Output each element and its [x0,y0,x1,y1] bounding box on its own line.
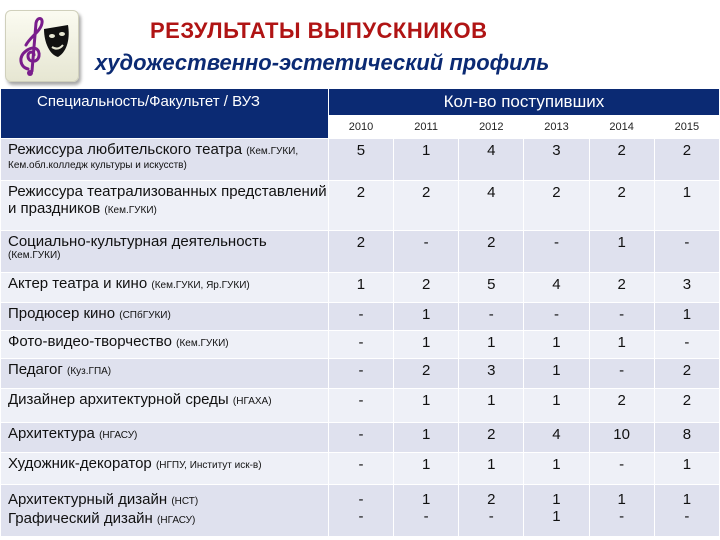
value-cell: 1 [459,331,524,359]
institution-label: (НГАХА) [232,396,272,407]
institution-label: (Куз.ГПА) [67,366,112,377]
institution-label: (Кем.ГУКИ) [176,338,229,349]
value-cell [589,485,654,537]
year-header: 2014 [589,116,654,139]
specialty-cell [1,231,329,273]
value-cell: 2 [394,181,459,231]
year-header: 2015 [654,116,719,139]
specialty-cell [1,389,329,423]
value-cell: 1 [394,423,459,453]
value-cell: 5 [328,139,393,181]
results-table [0,88,720,537]
slide-header [0,0,720,88]
table-row [1,303,720,331]
value-cell: 4 [459,181,524,231]
value-cell: 2 [394,273,459,303]
institution-label: (НГПУ, Институт иск-в) [155,460,262,471]
value-line: - [684,508,690,525]
value-cell: 1 [589,231,654,273]
specialty-name: Архитектура [8,425,95,442]
value-cell [328,485,393,537]
specialty-cell [1,359,329,389]
year-header: 2010 [328,116,393,139]
value-cell: 1 [524,453,589,485]
value-line: - [619,508,625,525]
value-line: - [423,508,429,525]
value-line: - [488,508,494,525]
specialty-cell [1,331,329,359]
logo [5,10,79,82]
value-line: 1 [421,491,431,508]
value-cell: 1 [589,331,654,359]
value-cell: 2 [524,181,589,231]
specialty-cell [1,139,329,181]
value-cell [394,485,459,537]
specialty-cell [1,423,329,453]
value-line: 1 [552,508,561,525]
value-cell: 2 [328,181,393,231]
institution-label: (Кем.ГУКИ) [104,205,157,216]
value-cell: 1 [328,273,393,303]
value-cell: 10 [589,423,654,453]
value-cell: 1 [394,331,459,359]
value-cell: 3 [459,359,524,389]
institution-label: (НСТ) [171,496,199,507]
value-line: - [358,508,364,525]
value-cell: 1 [524,331,589,359]
value-cell: - [524,231,589,273]
value-cell: 3 [524,139,589,181]
value-cell: 3 [654,273,719,303]
value-cell: 1 [524,389,589,423]
table-row [1,331,720,359]
institution-extra: Кем.обл.колледж культуры и искусств) [8,160,187,171]
table-row [1,231,720,273]
specialty-name: Художник-декоратор [8,455,152,472]
value-cell: 1 [654,303,719,331]
table-row [1,453,720,485]
value-cell: - [589,453,654,485]
value-cell: - [328,423,393,453]
value-cell: - [589,303,654,331]
specialty-name: Архитектурный дизайн [8,491,168,508]
specialty-cell [1,303,329,331]
value-cell: - [328,389,393,423]
value-cell [654,485,719,537]
value-cell: 2 [589,273,654,303]
value-cell: 2 [654,139,719,181]
page-title: РЕЗУЛЬТАТЫ ВЫПУСКНИКОВ [150,18,488,43]
value-cell: 2 [459,231,524,273]
specialty-cell [1,453,329,485]
specialty-name: Режиссура театрализованных представлений и праздников [8,183,327,217]
page-subtitle: художественно-эстетический профиль [95,50,550,75]
value-cell: 1 [654,453,719,485]
value-cell: 2 [589,139,654,181]
table-row [1,485,720,537]
value-cell [524,485,589,537]
institution-label: (Кем.ГУКИ, [246,146,299,157]
specialty-cell [1,273,329,303]
year-header: 2012 [459,116,524,139]
value-cell: 2 [654,359,719,389]
value-line: 1 [552,491,561,508]
value-line: 1 [617,491,626,508]
value-cell: - [654,231,719,273]
value-cell: - [459,303,524,331]
value-cell: 4 [459,139,524,181]
table-row [1,423,720,453]
specialty-cell [1,485,329,537]
treble-clef-theater-mask-icon [6,11,78,81]
value-cell: 4 [524,273,589,303]
value-cell: - [394,231,459,273]
specialty-name: Фото-видео-творчество [8,333,172,350]
institution-extra: (Кем.ГУКИ) [8,250,61,261]
year-header: 2011 [394,116,459,139]
value-cell: - [328,359,393,389]
value-line: 1 [682,491,692,508]
year-header: 2013 [524,116,589,139]
value-cell: - [654,331,719,359]
value-cell: 1 [524,359,589,389]
table-row [1,273,720,303]
table-row [1,139,720,181]
value-cell: 2 [328,231,393,273]
value-cell: 1 [394,303,459,331]
value-cell: - [328,331,393,359]
value-cell: 1 [459,453,524,485]
value-cell [459,485,524,537]
value-cell: - [589,359,654,389]
institution-label: (НГАСУ) [99,430,138,441]
specialty-name: Социально-культурная деятельность [8,233,267,250]
value-cell: 1 [394,389,459,423]
value-line: 2 [487,491,496,508]
value-cell: - [524,303,589,331]
value-cell: 2 [394,359,459,389]
specialty-name: Педагог [8,361,63,378]
institution-label: (Кем.ГУКИ, Яр.ГУКИ) [151,280,250,291]
table-row [1,389,720,423]
column-header-count: Кол-во поступивших [328,89,719,116]
specialty-name: Актер театра и кино [8,275,148,292]
value-cell: 4 [524,423,589,453]
value-cell: 1 [394,453,459,485]
value-cell: 8 [654,423,719,453]
value-cell: 1 [459,389,524,423]
table-row [1,181,720,231]
value-cell: 5 [459,273,524,303]
specialty-name: Режиссура любительского театра [8,141,243,158]
specialty-name: Дизайнер архитектурной среды [8,391,229,408]
table-row [1,359,720,389]
institution-label: (СПбГУКИ) [119,310,171,321]
value-cell: 2 [654,389,719,423]
specialty-cell [1,181,329,231]
specialty-name: Продюсер кино [8,305,116,322]
specialty-name: Графический дизайн [8,510,153,527]
column-header-specialty: Специальность/Факультет / ВУЗ [1,89,329,139]
value-cell: 2 [589,389,654,423]
value-cell: 2 [459,423,524,453]
value-cell: - [328,303,393,331]
value-line: - [358,491,364,508]
value-cell: 1 [654,181,719,231]
value-cell: - [328,453,393,485]
results-table-wrapper [0,88,720,540]
value-cell: 1 [394,139,459,181]
institution-label: (НГАСУ) [157,515,196,526]
value-cell: 2 [589,181,654,231]
